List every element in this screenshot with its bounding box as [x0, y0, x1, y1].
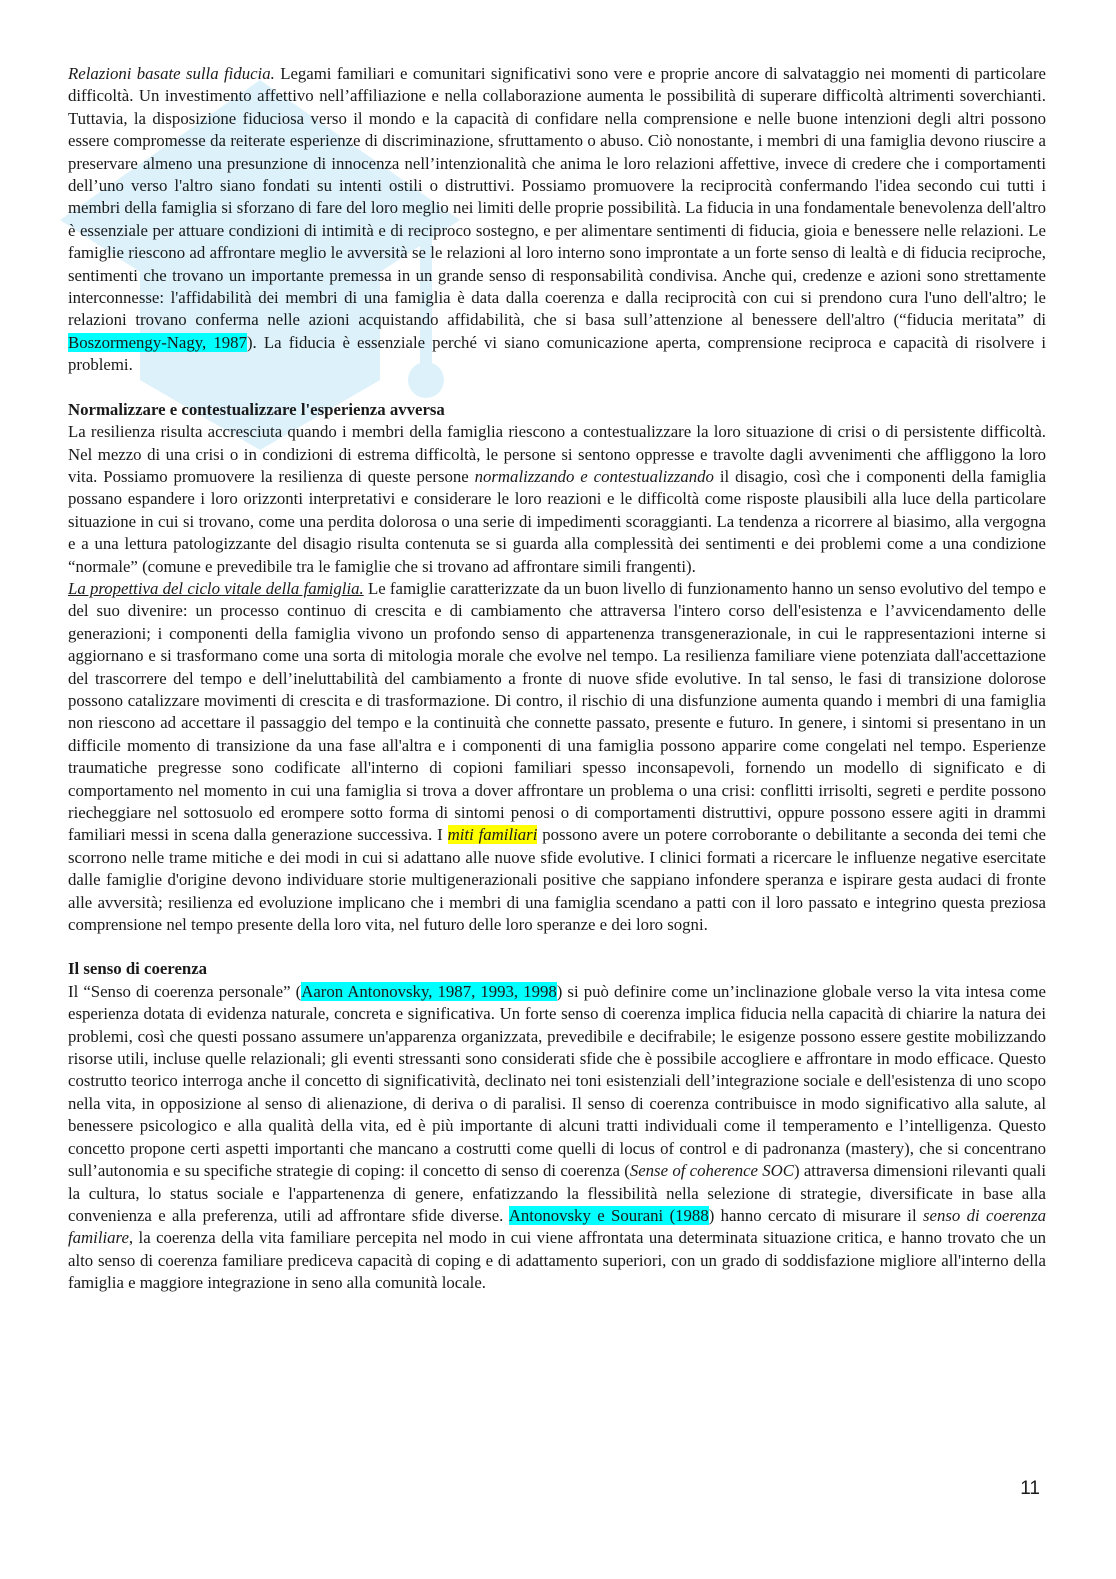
paragraph-ciclo-vitale: La propettiva del ciclo vitale della famiglia. Le famiglie caratterizzate da un buon livello di funzionamento hanno un senso evolutivo del tempo e del suo divenire: un processo continuo di crescita e di cambiamento che attraversa l'intero corso dell'esistenza e l’avvicendamento delle generazioni; i componenti della famiglia vivono un profondo senso di appartenenza transgenerazionale, in cui le rappresentazioni interne si aggiornano e si trasformano come una sorta di mitologia morale che evolve nel tempo. La resilienza familiare viene potenziata dall'accettazione del trascorrere del tempo e dell’ineluttabilità del cambiamento a fronte di nuove sfide evolutive. In tal senso, le fasi di transizione dolorose possono catalizzare movimenti di crescita e di trasformazione. Di contro, il rischio di una disfunzione aumenta quando i membri di una famiglia non riescono ad accettare il passaggio del tempo e la continuità che connette passato, presente e futuro. In genere, i sintomi si presentano in un difficile momento di transizione da una fase all'altra e i componenti di una famiglia possono apparire come congelati nel tempo. Esperienze traumatiche pregresse sono codificate all'interno di copioni familiari spesso inconsapevoli, fornendo un modello di significato e di comportamento nel momento in cui una famiglia si trova a dover affrontare un problema o una crisi: conflitti irrisolti, segreti e perdite possono riecheggiare nel sottosuolo ed erompere sotto forma di sintomi penosi o di comportamenti distruttivi, oppure possono essere agiti in drammi familiari messi in scena dalla generazione successiva. I miti familiari possono avere un potere corroborante o debilitante a seconda dei temi che scorrono nelle trame mitiche e dei modi in cui si adattano alle nuove sfide evolutive. I clinici formati a ricercare le influenze negative esercitate dalle famiglie d'origine devono individuare storie multigenerazionali positive che sappiano infondere speranza e ispirare gesta audaci di fronte alle avversità; resilienza ed evoluzione implicano che i membri di una famiglia scendano a patti con il loro passato e integrino questa preziosa comprensione nel tempo presente della loro vita, nel futuro delle loro speranze e dei loro sogni. [68, 578, 1046, 935]
highlighted-citation: Aaron Antonovsky, 1987, 1993, 1998 [301, 981, 557, 1001]
paragraph-normalizzare: La resilienza risulta accresciuta quando i membri della famiglia riescono a contestualizzare la loro situazione di crisi o di persistente difficoltà. Nel mezzo di una crisi o in condizioni di estrema difficoltà, le persone si sentono oppresse e travolte dagli avvenimenti che affliggono la loro vita. Possiamo promuovere la resilienza di queste persone normalizzando e contestualizzando il disagio, così che i componenti della famiglia possano espandere i loro orizzonti interpretativi e considerare le loro reazioni e le difficoltà come risposte plausibili alla luce della particolare situazione in cui si trovano, come una perdita dolorosa o una serie di impedimenti scoraggianti. La tendenza a ricorrere al biasimo, alla vergogna e a una lettura patologizzante del disagio risulta contenuta se si guarda alla complessità dei sentimenti e dei problemi come a una condizione “normale” (comune e prevedibile tra le famiglie che si trovano ad affrontare simili frangenti). [68, 422, 1047, 576]
page-number: 11 [1020, 1478, 1040, 1499]
highlighted-term: miti familiari [447, 825, 538, 845]
highlighted-citation: Boszormengy-Nagy, 1987 [68, 332, 247, 352]
section-heading: Normalizzare e contestualizzare l'esperienza avversa [68, 399, 445, 419]
section-heading: Il senso di coerenza [68, 959, 208, 979]
paragraph-lead-italic: Relazioni basate sulla fiducia. [68, 64, 275, 83]
paragraph-gap [68, 377, 1046, 399]
document-body [68, 63, 1046, 1295]
paragraph-fiducia: Relazioni basate sulla fiducia. Legami familiari e comunitari significativi sono vere e proprie ancore di salvataggio nei momenti di particolare difficoltà. Un investimento affettivo nell’affiliazione e nella collaborazione aumenta le possibilità di superare difficoltà altrimenti soverchianti. Tuttavia, la disposizione fiduciosa verso il mondo e la capacità di confidare nella comprensione e nelle buone intenzioni degli altri possono essere compromesse da reiterate esperienze di discriminazione, sfruttamento o abuso. Ciò nonostante, i membri di una famiglia devono riuscire a preservare almeno una presunzione di innocenza nell’intenzionalità che anima le loro relazioni affettive, invece di credere che i comportamenti dell’uno verso l'altro siano fondati su intenti ostili o distruttivi. Possiamo promuovere la reciprocità confermando l'idea secondo cui tutti i membri della famiglia si sforzano di fare del loro meglio nei limiti delle proprie possibilità. La fiducia in una fondamentale benevolenza dell'altro è essenziale per attuare condizioni di intimità e di reciproco sostegno, e per alimentare sentimenti di fiducia, gioia e benessere nelle relazioni. Le famiglie riescono ad affrontare meglio le avversità se le relazioni al loro interno sono improntate a un forte senso di lealtà e di fiducia reciproche, sentimenti che trovano un importante premessa in un grande senso di responsabilità condivisa. Anche qui, credenze e azioni sono strettamente interconnesse: l'affidabilità dei membri di una famiglia è data dalla coerenza e dalla reciprocità con cui si prendono cura l'uno dell'altro; le relazioni trovano conferma nelle azioni acquistando affidabilità, che si basa sull’attenzione al benessere dell'altro (“fiducia meritata” di Boszormengy-Nagy, 1987). La fiducia è essenziale perché vi siano comunicazione aperta, comprensione reciproca e capacità di risolvere i problemi. [68, 64, 1046, 375]
paragraph-gap [68, 936, 1046, 958]
paragraph-coerenza: Il “Senso di coerenza personale” (Aaron Antonovsky, 1987, 1993, 1998) si può definire come un’inclinazione globale verso la vita intesa come esperienza dotata di evidenza naturale, concreta e significativa. Un forte senso di coerenza implica fiducia nella capacità di chiarire la natura dei problemi, così che questi possano assumere un'apparenza organizzata, prevedibile e decifrabile; le esigenze possono essere gestite mobilizzando risorse utili, incluse quelle relazionali; gli eventi stressanti sono considerati sfide che è possibile accogliere e affrontare in modo efficace. Questo costrutto teorico interroga anche il concetto di significatività, declinato nei toni esistenziali dell’integrazione sociale e dell'esistenza di uno scopo nella vita, in opposizione al senso di alienazione, di deriva o di paralisi. Il senso di coerenza contribuisce in modo significativo alla salute, al benessere psicologico e alla qualità della vita, ed è più importante di alcuni tratti individuali come il temperamento e l’intelligenza. Questo concetto propone certi aspetti importanti che mancano a costrutti come quelli di locus of control e di padronanza (mastery), che si concentrano sull’autonomia e su specifiche strategie di coping: il concetto di senso di coerenza (Sense of coherence SOC) attraversa dimensioni rilevanti quali la cultura, lo status sociale e l'appartenenza di genere, enfatizzando la flessibilità nella selezione di strategie, diversificate in base alla convenienza e alla preferenza, utili ad affrontare sfide diverse. Antonovsky e Sourani (1988) hanno cercato di misurare il senso di coerenza familiare, la coerenza della vita familiare percepita nel modo in cui viene affrontata una determinata situazione critica, e hanno trovato che un alto senso di coerenza familiare prediceva capacità di coping e di adattamento superiori, con un grado di soddisfazione migliore all'interno della famiglia e maggiore integrazione in seno alla comunità locale. [68, 981, 1046, 1293]
highlighted-citation: Antonovsky e Sourani (1988 [508, 1205, 709, 1225]
subsection-lead: La propettiva del ciclo vitale della famiglia. [68, 578, 364, 598]
